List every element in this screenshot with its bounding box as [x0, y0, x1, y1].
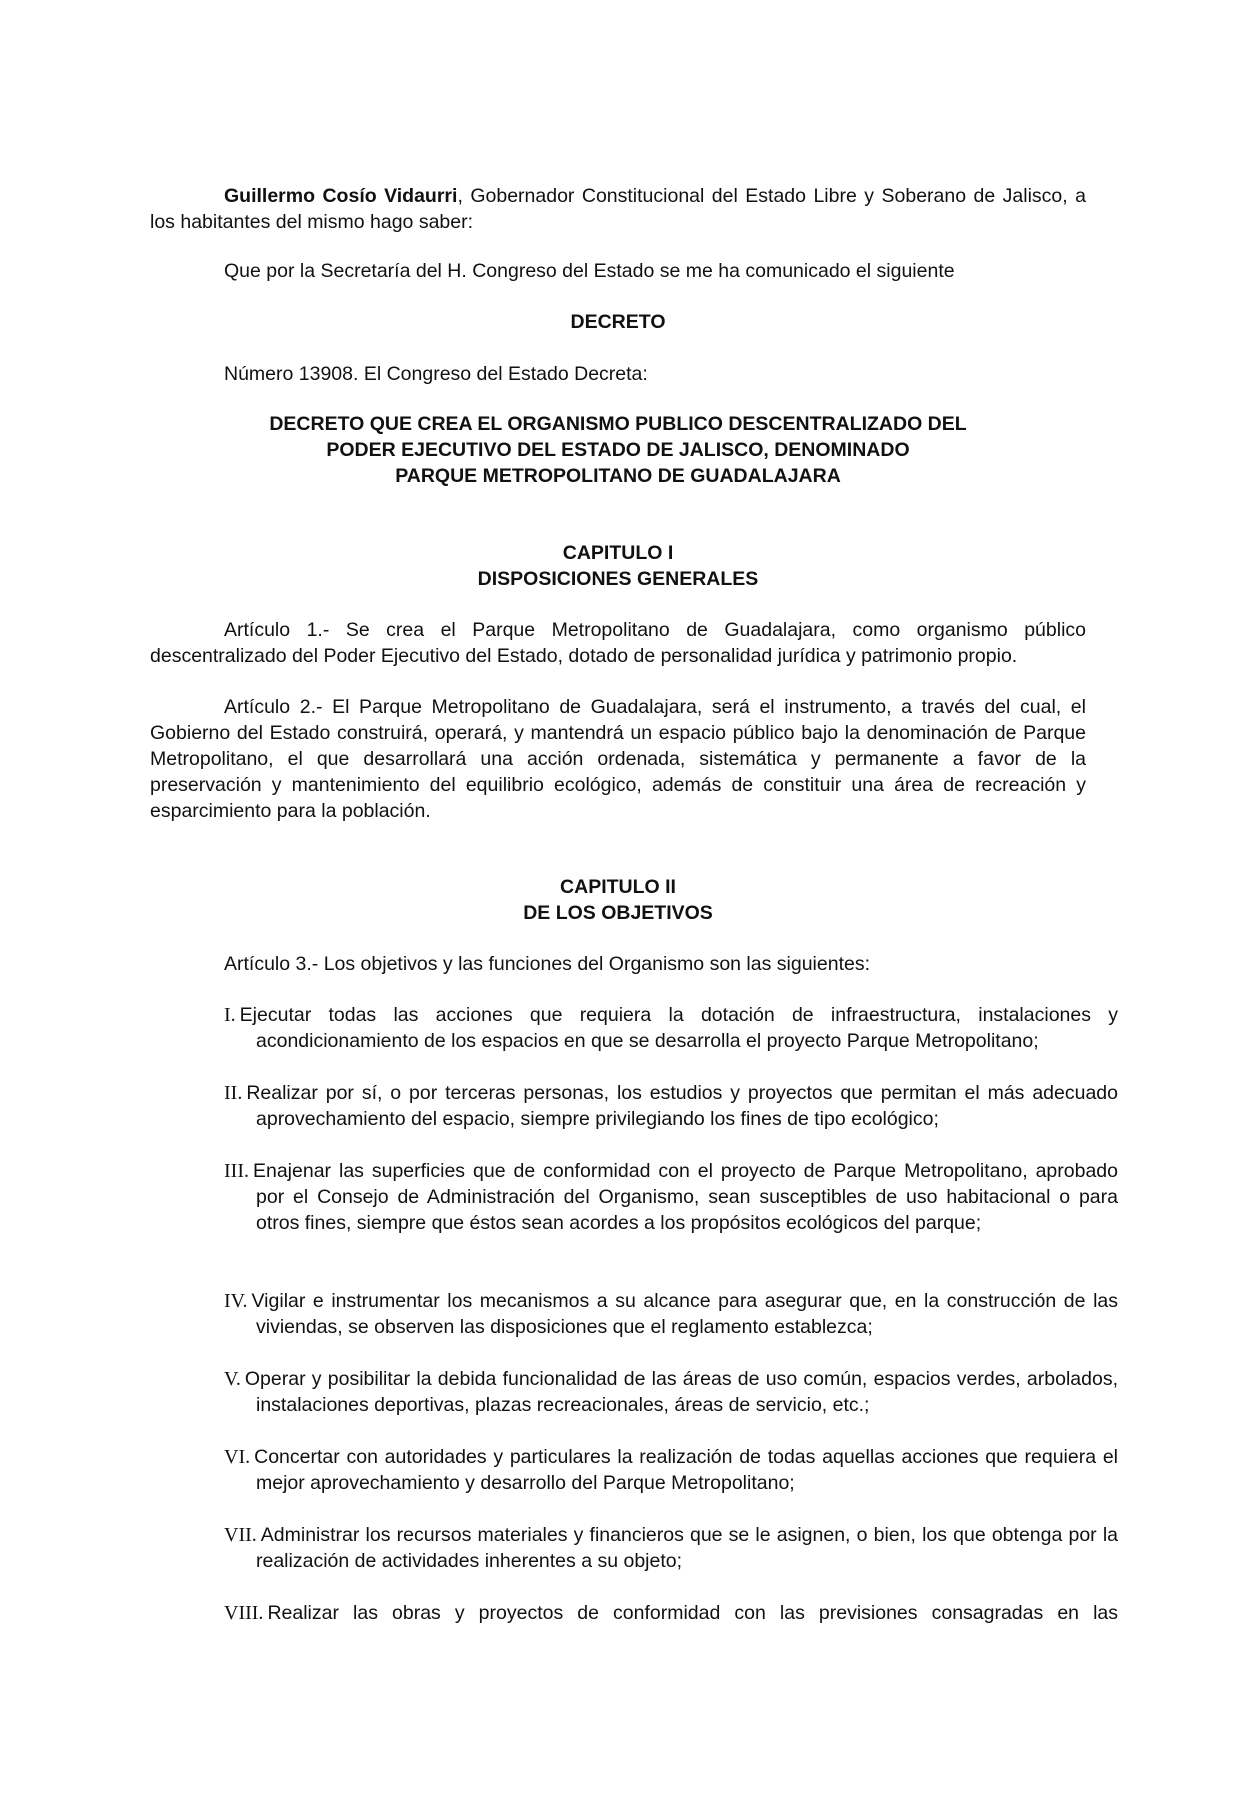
- list-numeral: VIII.: [224, 1602, 264, 1624]
- chapter-2-number: CAPITULO II: [560, 876, 676, 898]
- list-item-text: Operar y posibilitar la debida funcionalidad de las áreas de uso común, espacios verdes, arbolados, instalaciones deportivas, plazas recreacionales, áreas de servicio, etc.;: [244, 1368, 1118, 1416]
- list-numeral: VI.: [224, 1446, 251, 1468]
- list-numeral: V.: [224, 1368, 241, 1390]
- chapter-2-name: DE LOS OBJETIVOS: [523, 902, 713, 924]
- list-item: [224, 1600, 1118, 1626]
- list-item-text: Administrar los recursos materiales y financieros que se le asignen, o bien, los que obtenga por la realización de actividades inherentes a su objeto;: [256, 1524, 1118, 1572]
- list-numeral: IV.: [224, 1290, 248, 1312]
- communication-paragraph: Que por la Secretaría del H. Congreso del Estado se me ha comunicado el siguiente: [224, 260, 955, 282]
- list-item: [224, 1522, 1118, 1574]
- chapter-1-name: DISPOSICIONES GENERALES: [477, 568, 759, 590]
- intro-paragraph: [150, 183, 1086, 235]
- article-3: Artículo 3.- Los objetivos y las funciones del Organismo son las siguientes:: [224, 953, 870, 975]
- list-item: [224, 1444, 1118, 1496]
- list-numeral: I.: [224, 1004, 236, 1026]
- list-item: [224, 1080, 1118, 1132]
- list-item-text: Concertar con autoridades y particulares la realización de todas aquellas acciones que requiera el mejor aprovechamiento y desarrollo del Parque Metropolitano;: [254, 1446, 1118, 1494]
- list-item: [224, 1366, 1118, 1418]
- chapter-1-heading: [150, 540, 1086, 592]
- list-item-text: Realizar por sí, o por terceras personas, los estudios y proyectos que permitan el más adecuado aprovechamiento del espacio, siempre privilegiando los fines de tipo ecológico;: [246, 1082, 1118, 1130]
- article-1: Artículo 1.- Se crea el Parque Metropolitano de Guadalajara, como organismo público descentralizado del Poder Ejecutivo del Estado, dotado de personalidad jurídica y patrimonio propio.: [150, 619, 1086, 667]
- decree-number: Número 13908. El Congreso del Estado Decreta:: [224, 363, 648, 385]
- decree-title-line: PARQUE METROPOLITANO DE GUADALAJARA: [395, 465, 841, 487]
- decree-title-line: PODER EJECUTIVO DEL ESTADO DE JALISCO, DENOMINADO: [326, 439, 910, 461]
- intro-text: , Gobernador Constitucional del Estado Libre y Soberano de Jalisco, a los habitantes del mismo hago saber:: [150, 185, 1087, 233]
- decree-heading: DECRETO: [570, 311, 666, 333]
- list-item-text: Vigilar e instrumentar los mecanismos a su alcance para asegurar que, en la construcción de las viviendas, se observen las disposiciones que el reglamento establezca;: [251, 1290, 1118, 1338]
- chapter-1-number: CAPITULO I: [562, 542, 674, 564]
- list-item: [224, 1002, 1118, 1054]
- list-item-text: Realizar las obras y proyectos de conformidad con las previsiones consagradas en las: [267, 1602, 1118, 1624]
- list-numeral: III.: [224, 1160, 249, 1182]
- decree-title: [150, 411, 1086, 489]
- list-item-text: Enajenar las superficies que de conformidad con el proyecto de Parque Metropolitano, aprobado por el Consejo de Administración del Organismo, sean susceptibles de uso habitacional o para otros fines, siempre que éstos sean acordes a los propósitos ecológicos del parque;: [252, 1160, 1118, 1234]
- list-item: [224, 1288, 1118, 1340]
- governor-name: Guillermo Cosío Vidaurri: [224, 185, 458, 207]
- list-numeral: II.: [224, 1082, 243, 1104]
- article-2: Artículo 2.- El Parque Metropolitano de Guadalajara, será el instrumento, a través del cual, el Gobierno del Estado construirá, operará, y mantendrá un espacio público bajo la denominación de Parque Metropolitano, el que desarrollará una acción ordenada, sistemática y permanente a favor de la preservación y mantenimiento del equilibrio ecológico, además de constituir una área de recreación y esparcimiento para la población.: [150, 696, 1086, 822]
- list-item-text: Ejecutar todas las acciones que requiera la dotación de infraestructura, instalaciones y acondicionamiento de los espacios en que se desarrolla el proyecto Parque Metropolitano;: [239, 1004, 1118, 1052]
- list-numeral: VII.: [224, 1524, 257, 1546]
- decree-title-line: DECRETO QUE CREA EL ORGANISMO PUBLICO DESCENTRALIZADO DEL: [269, 413, 967, 435]
- chapter-2-heading: [150, 874, 1086, 926]
- list-item: [224, 1158, 1118, 1236]
